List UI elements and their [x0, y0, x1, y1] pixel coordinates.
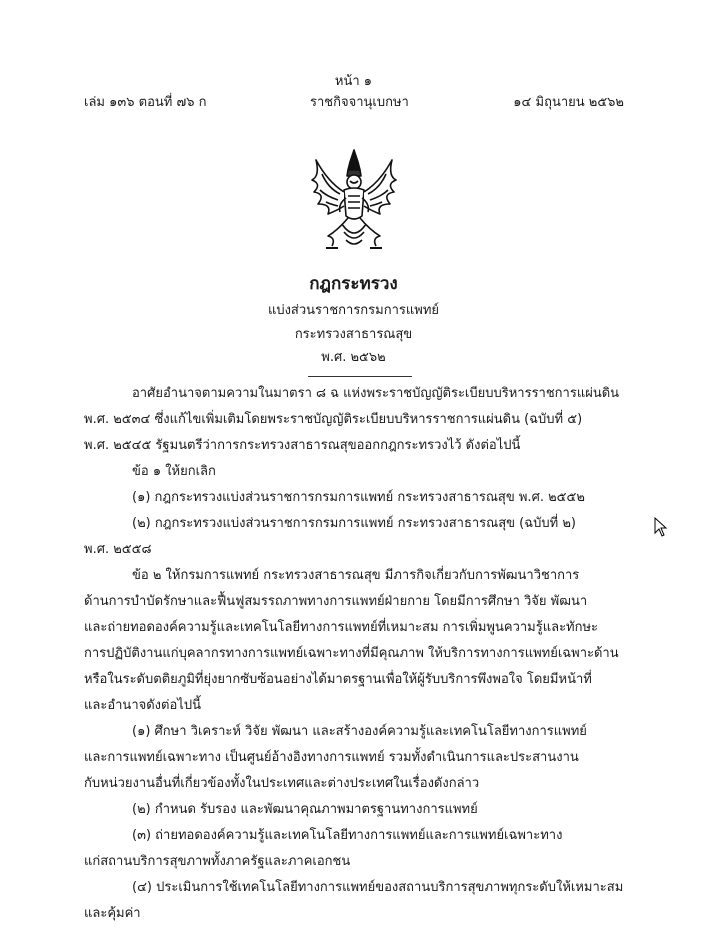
garuda-emblem-icon: [298, 146, 410, 258]
title-year: พ.ศ. ๒๕๖๒: [321, 350, 386, 365]
publication-date: ๑๔ มิถุนายน ๒๕๖๒: [513, 95, 624, 110]
gazette-name: ราชกิจจานุเบกษา: [310, 95, 409, 110]
body-line: ด้านการบำบัดรักษาและฟื้นฟูสมรรถภาพทางการแพทย์ฝ่ายกาย โดยมีการศึกษา วิจัย พัฒนา: [84, 594, 588, 609]
body-line: แก่สถานบริการสุขภาพทั้งภาครัฐและภาคเอกชน: [84, 854, 351, 869]
title-divider: [308, 376, 412, 377]
body-line: และการแพทย์เฉพาะทาง เป็นศูนย์อ้างอิงทางการแพทย์ รวมทั้งดำเนินการและประสานงาน: [84, 750, 579, 765]
body-line: (๒) กฎกระทรวงแบ่งส่วนราชการกรมการแพทย์ กระทรวงสาธารณสุข (ฉบับที่ ๒): [132, 516, 576, 531]
volume-issue: เล่ม ๑๓๖ ตอนที่ ๗๖ ก: [84, 95, 207, 110]
body-line: การปฏิบัติงานแก่บุคลากรทางการแพทย์เฉพาะทางที่มีคุณภาพ ให้บริการทางการแพทย์เฉพาะด้าน: [84, 646, 619, 661]
body-line: (๔) ประเมินการใช้เทคโนโลยีทางการแพทย์ของสถานบริการสุขภาพทุกระดับให้เหมาะสม: [132, 880, 624, 895]
mouse-pointer-icon: [654, 517, 668, 537]
body-line: อาศัยอำนาจตามความในมาตรา ๘ ฉ แห่งพระราชบัญญัติระเบียบบริหารราชการแผ่นดิน: [132, 386, 620, 401]
document-type-title: กฎกระทรวง: [309, 274, 398, 294]
body-line: พ.ศ. ๒๕๓๔ ซึ่งแก้ไขเพิ่มเติมโดยพระราชบัญญัติระเบียบบริหารราชการแผ่นดิน (ฉบับที่ ๕): [84, 412, 583, 427]
body-line: (๒) กำหนด รับรอง และพัฒนาคุณภาพมาตรฐานทางการแพทย์: [132, 802, 478, 817]
body-line: (๑) กฎกระทรวงแบ่งส่วนราชการกรมการแพทย์ กระทรวงสาธารณสุข พ.ศ. ๒๕๕๒: [132, 490, 585, 505]
body-line: (๓) ถ่ายทอดองค์ความรู้และเทคโนโลยีทางการแพทย์และการแพทย์เฉพาะทาง: [132, 828, 563, 843]
clause-2-heading: ข้อ ๒ ให้กรมการแพทย์ กระทรวงสาธารณสุข มีภารกิจเกี่ยวกับการพัฒนาวิชาการ: [132, 568, 580, 583]
body-line: และอำนาจดังต่อไปนี้: [84, 698, 201, 713]
page-number: หน้า ๑: [334, 74, 373, 89]
title-line-1: แบ่งส่วนราชการกรมการแพทย์: [267, 303, 440, 318]
gazette-header: [84, 93, 624, 113]
body-line: และคุ้มค่า: [84, 906, 141, 921]
clause-1-heading: ข้อ ๑ ให้ยกเลิก: [132, 464, 216, 479]
body-line: หรือในระดับตติยภูมิที่ยุ่งยากซับซ้อนอย่างได้มาตรฐานเพื่อให้ผู้รับบริการพึงพอใจ โดยมีหน้าที่: [84, 672, 592, 687]
body-line: และถ่ายทอดองค์ความรู้และเทคโนโลยีทางการแพทย์ที่เหมาะสม การเพิ่มพูนความรู้และทักษะ: [84, 620, 599, 635]
title-line-2: กระทรวงสาธารณสุข: [294, 327, 413, 342]
body-line: (๑) ศึกษา วิเคราะห์ วิจัย พัฒนา และสร้างองค์ความรู้และเทคโนโลยีทางการแพทย์: [132, 724, 587, 739]
body-line: พ.ศ. ๒๕๕๘: [84, 542, 152, 557]
body-line: พ.ศ. ๒๕๔๕ รัฐมนตรีว่าการกระทรวงสาธารณสุขออกกฎกระทรวงไว้ ดังต่อไปนี้: [84, 438, 521, 453]
body-line: กับหน่วยงานอื่นที่เกี่ยวข้องทั้งในประเทศและต่างประเทศในเรื่องดังกล่าว: [84, 776, 480, 791]
